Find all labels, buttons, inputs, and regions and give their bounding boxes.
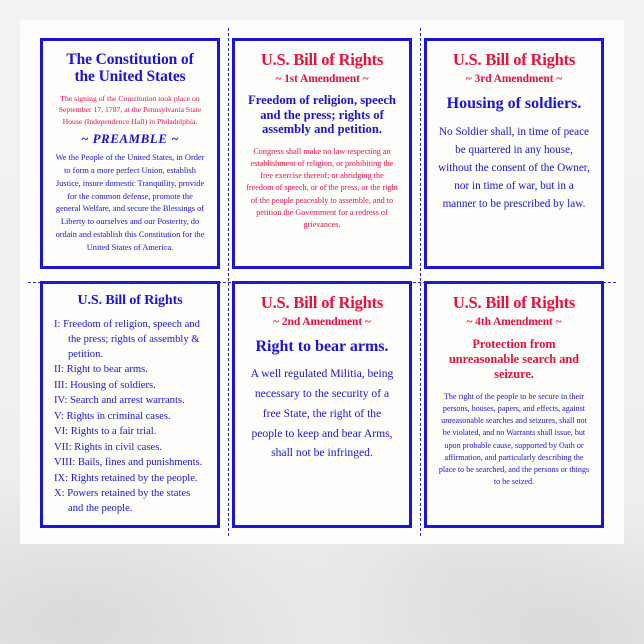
list-item: IX: Rights retained by the people. xyxy=(54,472,198,484)
amendment-list xyxy=(52,317,208,517)
card-border xyxy=(424,38,604,269)
card-subtitle: ~ 1st Amendment ~ xyxy=(275,73,369,86)
card-title: U.S. Bill of Rights xyxy=(260,292,384,312)
list-item: III: Housing of soldiers. xyxy=(54,379,156,391)
card-amendment-2[interactable] xyxy=(226,275,418,534)
card-border xyxy=(232,281,412,528)
card-title: U.S. Bill of Rights xyxy=(452,292,576,312)
list-item: I: Freedom of religion, speech and the press; rights of assembly & petition. xyxy=(54,318,200,360)
card-border xyxy=(232,38,412,269)
list-item: X: Powers retained by the states and the people. xyxy=(54,488,191,515)
list-item: II: Right to bear arms. xyxy=(54,364,148,376)
card-title-line-2: the United States xyxy=(74,68,186,86)
list-item: VI: Rights to a fair trial. xyxy=(54,426,157,438)
preamble-label: ~ PREAMBLE ~ xyxy=(80,131,180,147)
card-constitution[interactable] xyxy=(34,32,226,275)
card-body: The right of the people to be secure in their persons, houses, papers, and effects, against unreasonable searches and seizures, shall not be violated, and no Warrants shall issue, but upon probable cause, supported by Oath or affirmation, and particularly describing the place to be searched, and the persons or things to be seized. xyxy=(438,392,590,487)
print-sheet xyxy=(20,20,624,544)
card-title: U.S. Bill of Rights xyxy=(452,50,576,69)
signing-note: The signing of the Constitution took place on September 17, 1787, at the Pennsylvania State House (Independence Hall) in Philadelphia. xyxy=(58,93,202,126)
card-title: U.S. Bill of Rights xyxy=(77,292,183,308)
card-heading: Right to bear arms. xyxy=(255,338,389,356)
card-amendment-3[interactable] xyxy=(418,32,610,275)
card-amendment-1[interactable] xyxy=(226,32,418,275)
card-heading: Housing of soldiers. xyxy=(446,95,582,113)
list-item: IV: Search and arrest warrants. xyxy=(54,395,185,407)
list-item: VIII: Bails, fines and punishments. xyxy=(54,457,203,469)
card-border xyxy=(40,38,220,269)
list-item: VII: Rights in civil cases. xyxy=(54,441,162,453)
preamble-text: We the People of the United States, in Order to form a more perfect Union, establish Justice, insure domestic Tranquility, provide for the common defense, promote the general Welfare, and secure the Blessings of Liberty to ourselves and our Posterity, do ordain and establish this Constitution for the United States of America. xyxy=(55,153,205,252)
card-title-line-1: The Constitution of xyxy=(66,51,194,68)
card-body: A well regulated Militia, being necessary to the security of a free State, the right of the people to keep and bear Arms, shall not be infringed. xyxy=(250,367,394,460)
card-title xyxy=(66,51,193,86)
card-body: Congress shall make no law respecting an establishment of religion, or prohibiting the free exercise thereof; or abridging the freedom of speech, or of the press, or the right of the people peaceably to assemble, and to petition the Government for a redress of grievances. xyxy=(246,146,398,230)
card-border xyxy=(40,281,220,528)
card-amendment-4[interactable] xyxy=(418,275,610,534)
card-grid xyxy=(34,32,610,534)
list-item: V: Rights in criminal cases. xyxy=(54,410,171,422)
card-heading: Protection from unreasonable search and seizure. xyxy=(448,337,580,382)
card-subtitle: ~ 3rd Amendment ~ xyxy=(465,73,563,86)
card-heading: Freedom of religion, speech and the press; rights of assembly and petition. xyxy=(248,93,396,137)
card-title: U.S. Bill of Rights xyxy=(260,50,384,69)
card-body: No Soldier shall, in time of peace be quartered in any house, without the consent of the Owner, nor in time of war, but in a manner to be prescribed by law. xyxy=(438,125,590,211)
card-subtitle: ~ 4th Amendment ~ xyxy=(466,316,562,329)
card-bill-of-rights-list[interactable] xyxy=(34,275,226,534)
card-border xyxy=(424,281,604,528)
card-subtitle: ~ 2nd Amendment ~ xyxy=(273,316,371,329)
